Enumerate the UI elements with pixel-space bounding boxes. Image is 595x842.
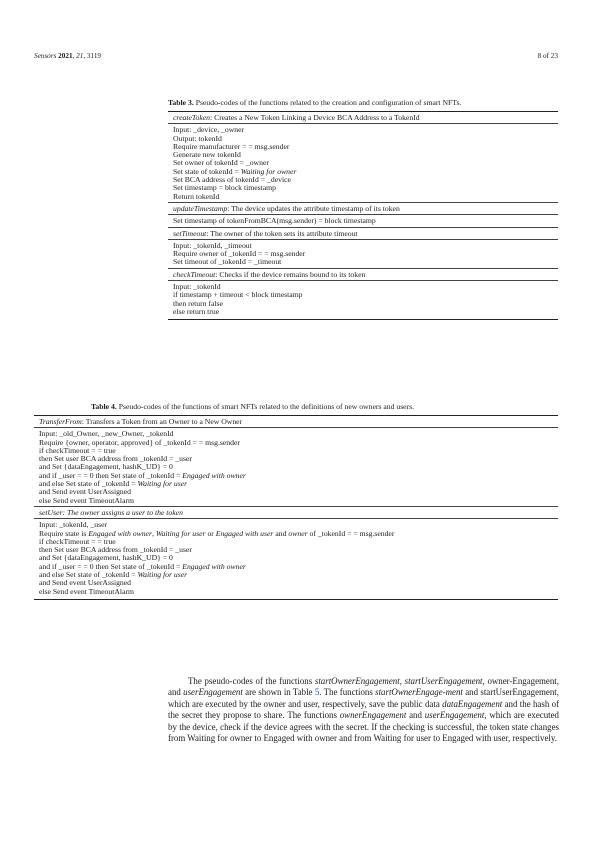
table4-body-setUser [34, 519, 558, 597]
text-run: , [399, 676, 405, 686]
fn-desc: : The owner of the token sets its attribute timeout [206, 228, 358, 238]
code-text: Set state of tokenId = [173, 166, 241, 176]
code-line: Set owner of tokenId = _owner [173, 158, 269, 168]
state-name: Engaged with owner [182, 470, 246, 480]
code-line: Input: _tokenId, _timeout [173, 240, 252, 250]
code-text: and else Set state of _tokenId = [39, 479, 138, 489]
fn-name: TransferFrom [39, 417, 82, 426]
table4-caption [91, 402, 414, 411]
fn-desc: : The device updates the attribute timestamp of its token [227, 203, 400, 213]
fn-ref: startOwnerEngage-ment [375, 687, 463, 698]
code-text: and if _user = = 0 then Set state of _tokenId = [39, 561, 183, 571]
code-line: then return false [173, 298, 223, 308]
text-run: and [406, 710, 425, 721]
code-line: else return true [173, 306, 220, 316]
fn-desc: : Transfers a Token from an Owner to a New Owner [81, 417, 243, 426]
fn-desc: : Checks if the device remains bound to its token [215, 269, 366, 279]
code-line: Require owner of _tokenId = = msg.sender [173, 249, 306, 259]
table4-label: Table 4. [91, 402, 117, 411]
state-name: Waiting for owner [240, 166, 297, 176]
table3-head-setTimeout [168, 228, 558, 239]
code-line: else Send event TimeoutAlarm [39, 495, 135, 505]
text-run: and startUserEngagement, which are executed by the owner and user, respectively, save the public data [168, 687, 559, 709]
table4-body-transferFrom [34, 428, 558, 506]
code-line: if checkTimeout = = true [39, 445, 116, 455]
page-number: 8 of 23 [537, 52, 558, 60]
code-line: Require {owner, operator, approved} of _tokenId = = msg.sender [39, 437, 240, 447]
code-line: Input: _old_Owner, _new_Owner, _tokenId [39, 429, 174, 439]
code-text: of _tokenId = = msg.sender [307, 528, 395, 538]
table3-body-checkTimeout [168, 281, 558, 317]
state-name: Engaged with owner [88, 528, 152, 538]
table4-head-setUser: setUser: The owner assigns a user to the token [39, 507, 183, 517]
table3-head-checkTimeout [168, 269, 558, 280]
state-name: Waiting for user [155, 528, 206, 538]
table3-body-updateTimestamp [168, 215, 558, 226]
code-line: Return tokenId [173, 191, 220, 201]
text-run: The pseudo-codes of the functions [188, 676, 315, 686]
fn-name: checkTimeout [173, 269, 216, 279]
table4-head-transferFrom [34, 416, 558, 427]
table3-body-setTimeout [168, 240, 558, 268]
table4-caption-text: Pseudo-codes of the functions of smart NFTs related to the definitions of new owners and users. [118, 402, 415, 411]
table3-head-updateTimestamp [168, 203, 558, 214]
code-line: if checkTimeout = = true [39, 536, 116, 546]
fn-ref: userEngagement [183, 687, 243, 698]
code-text: and else Set state of _tokenId = [39, 570, 138, 580]
code-line: then Set user BCA address from _tokenId = _user [39, 454, 192, 464]
code-line: and Set {dataEngagement, hashK_UD} = 0 [39, 553, 173, 563]
table4 [34, 415, 558, 600]
text-run: are shown in Table [242, 687, 315, 698]
code-text: and if _user = = 0 then Set state of _tokenId = [39, 470, 183, 480]
state-name: Engaged with owner [182, 561, 246, 571]
text-run: , which are executed by the device, check if the device agrees with the secret. If the checking is successful, the token state changes from Waiting for owner to Engaged with owner and from Waiting for user to Engaged with user, respectively. [168, 710, 559, 744]
fn-name: createToken [173, 113, 211, 122]
fn-ref: dataEngagement [442, 698, 503, 709]
code-line: Output: tokenId [173, 133, 222, 143]
code-line: Set timestamp of tokenFromBCA(msg.sender) = block timestamp [173, 216, 376, 226]
fn-desc: : Creates a New Token Linking a Device BCA Address to a TokenId [210, 113, 420, 122]
running-header-citation: Sensors 2021, 21, 3119 [34, 52, 102, 60]
table3-caption-text: Pseudo-codes of the functions related to the creation and configuration of smart NFTs. [195, 98, 462, 107]
state-name: Waiting for user [137, 570, 188, 580]
code-line: and Set {dataEngagement, hashK_UD} = 0 [39, 462, 173, 472]
code-line: Require manufacturer = = msg.sender [173, 141, 290, 151]
code-line: and Send event UserAssigned [39, 487, 132, 497]
code-line: Input: _tokenId, _user [39, 520, 108, 530]
table3-label: Table 3. [168, 98, 194, 107]
state-name: Engaged with user [215, 528, 274, 538]
text-run: , owner-Engagement, and [168, 676, 559, 698]
code-line: Set timeout of _tokenId = _timeout [173, 257, 282, 267]
table3-body-createToken [168, 124, 558, 202]
article-number: 3119 [86, 52, 102, 60]
code-text: Require state is [39, 528, 89, 538]
code-line [39, 530, 553, 538]
fn-ref: startUserEngagement [404, 676, 483, 686]
fn-name: setTimeout [173, 228, 207, 238]
code-line: Set timestamp = block timestamp [173, 183, 276, 193]
fn-ref: userEngagement [424, 710, 485, 721]
table3-head-createToken [168, 112, 558, 123]
table-link[interactable]: 5 [314, 687, 320, 698]
table3-caption [168, 98, 461, 107]
code-line: and Send event UserAssigned [39, 578, 132, 588]
code-line: Generate new tokenId [173, 150, 241, 160]
fn-ref: ownerEngagement [339, 710, 407, 721]
code-line: Input: _device, _owner [173, 125, 245, 135]
code-text: and [273, 528, 289, 538]
state-name: Waiting for user [137, 479, 188, 489]
journal-year: 2021 [58, 52, 73, 60]
code-line: else Send event TimeoutAlarm [39, 586, 135, 596]
code-text: , [151, 528, 156, 538]
text-run: and the hash of the secret they propose to share. The functions [168, 698, 559, 721]
fn-name: updateTimestamp [173, 203, 228, 213]
code-text: or [205, 528, 216, 538]
journal-name: Sensors [34, 52, 57, 60]
code-line: if timestamp + timeout < block timestamp [173, 290, 303, 300]
journal-volume: 21 [76, 52, 84, 60]
code-line: Set BCA address of tokenId = _device [173, 175, 291, 185]
fn-ref: startOwnerEngagement [314, 676, 400, 686]
code-line: then Set user BCA address from _tokenId = _user [39, 545, 192, 555]
code-line: Input: _tokenId [173, 282, 221, 292]
state-name: owner [288, 528, 308, 538]
table3 [168, 111, 558, 320]
body-paragraph [168, 676, 559, 745]
text-run: . The functions [319, 687, 376, 698]
